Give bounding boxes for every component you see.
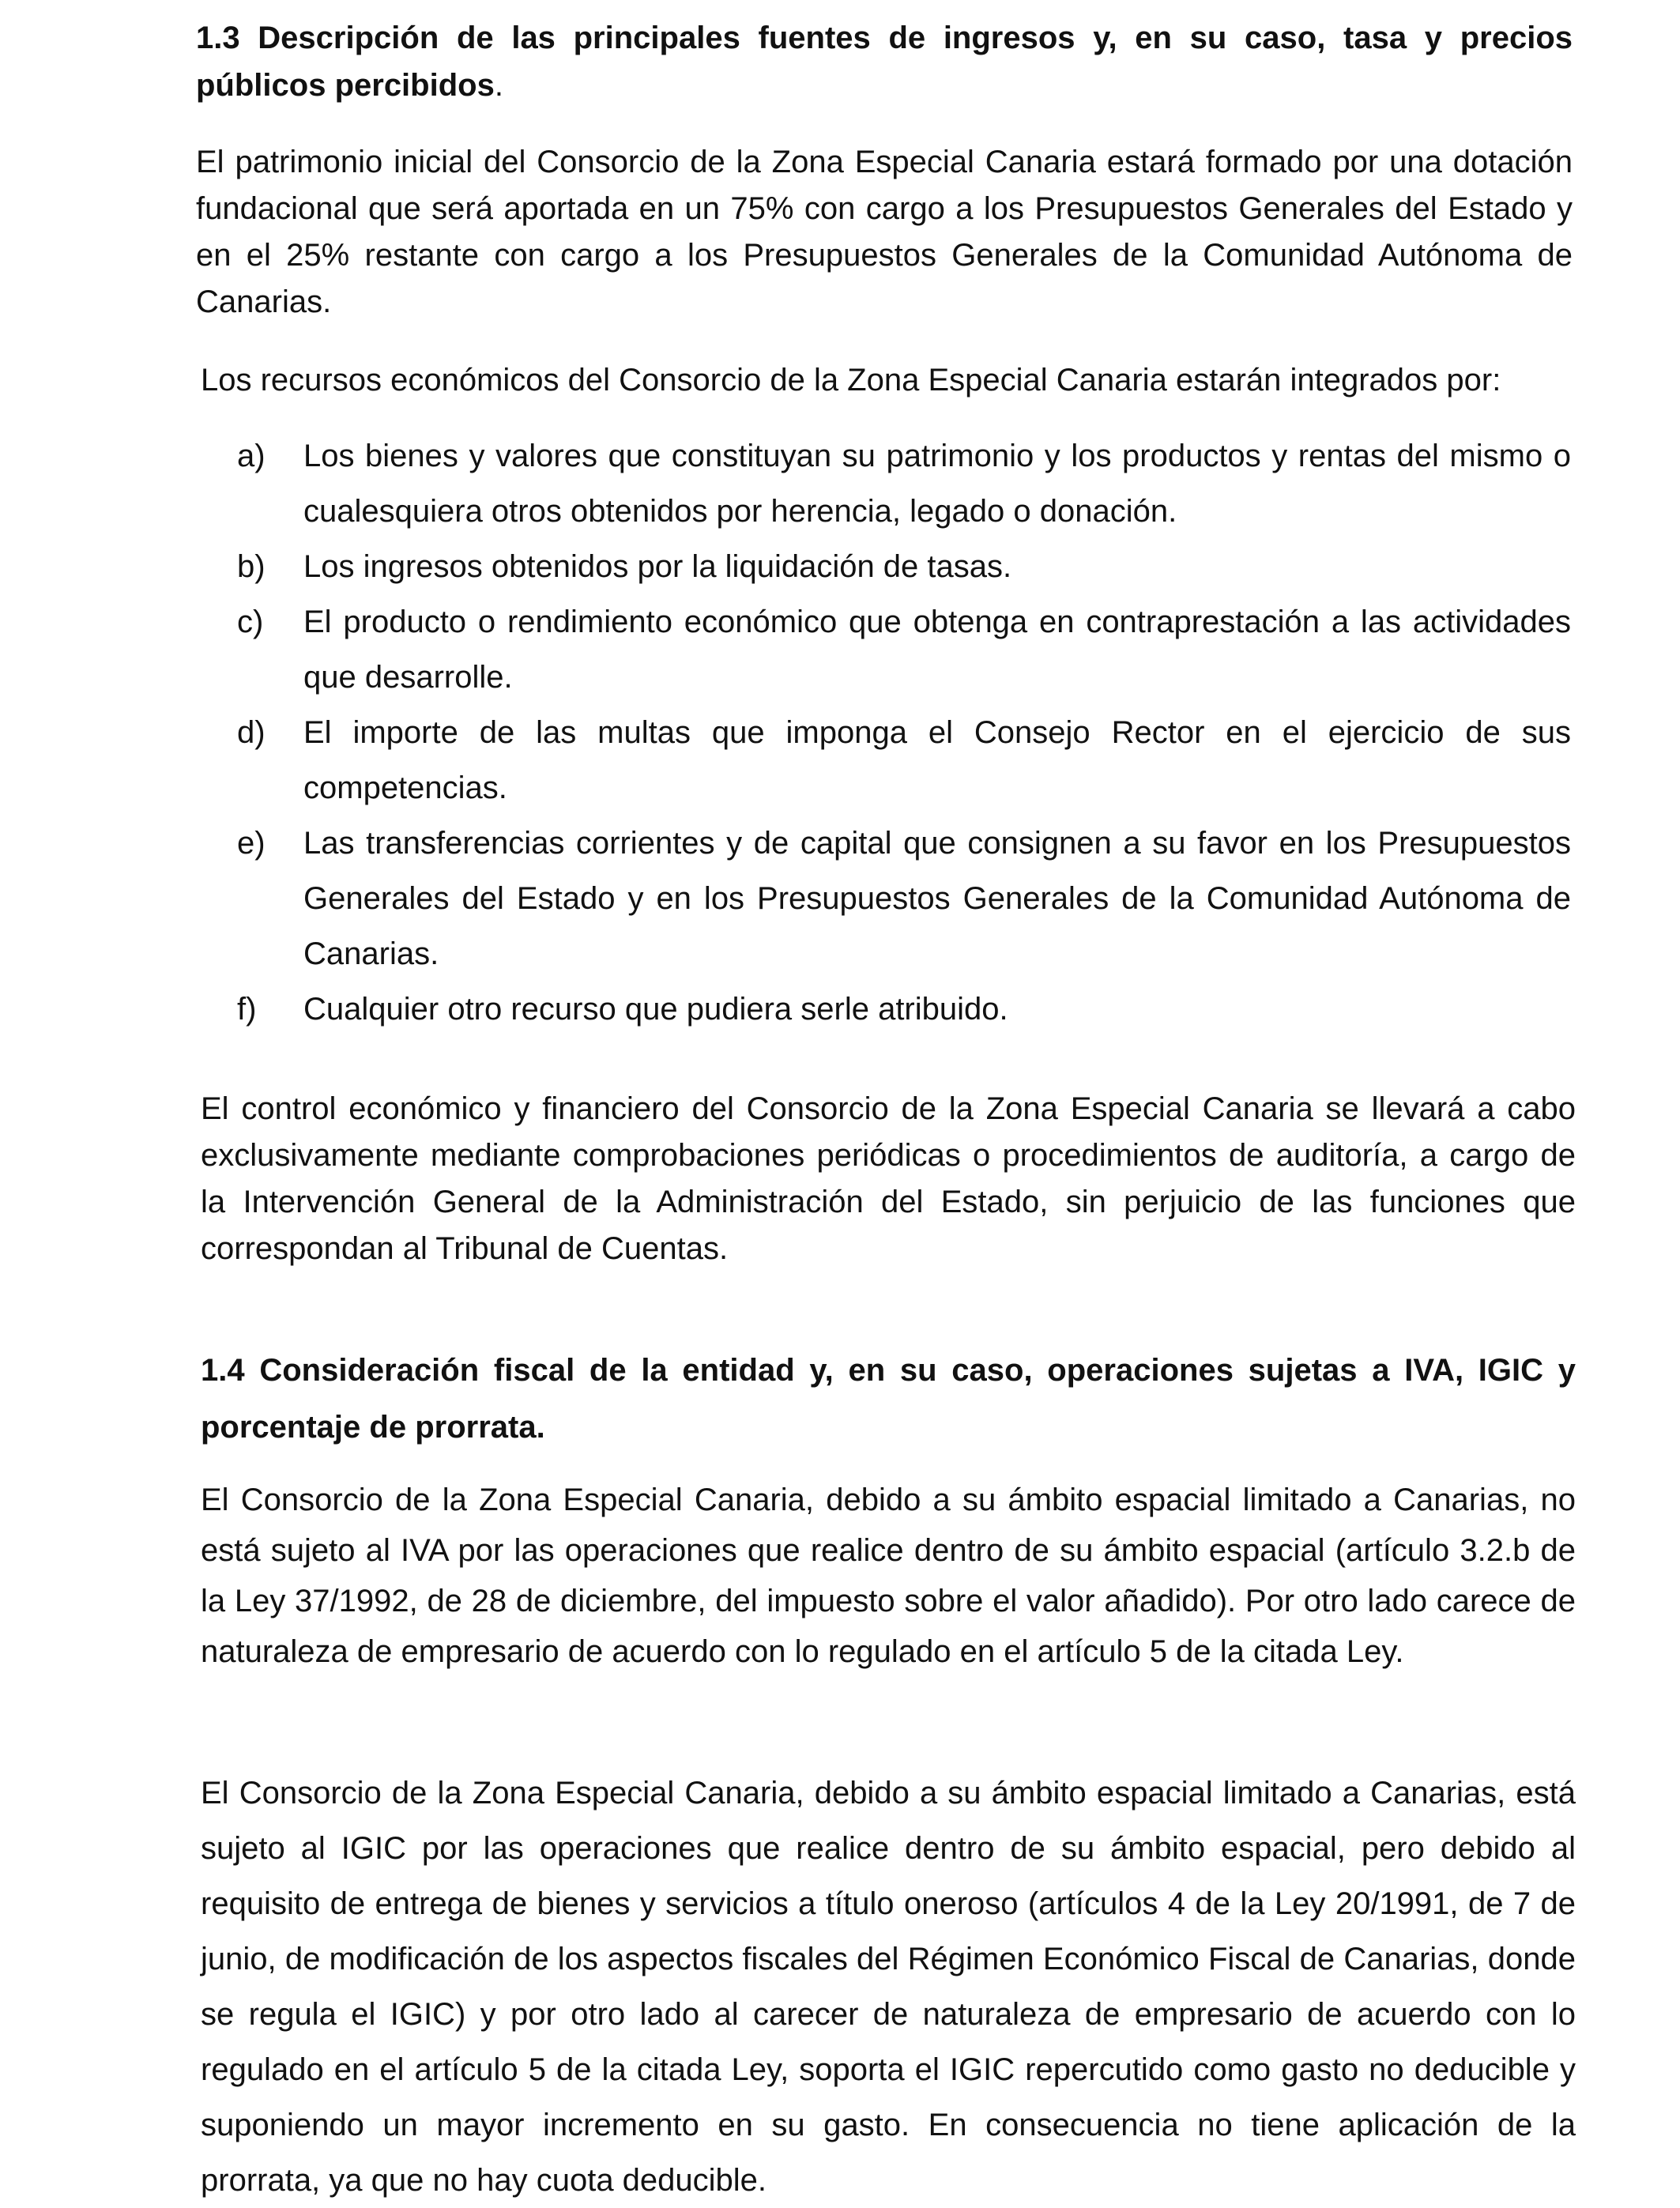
list-item-text: Cualquier otro recurso que pudiera serle atribuido. [303, 992, 1008, 1027]
list-item-text: Los bienes y valores que constituyan su patrimonio y los productos y rentas del mismo o cualesquiera otros obtenidos por herencia, legado o donación. [303, 439, 1571, 529]
section-1-3-paragraph-3: El control económico y financiero del Consorcio de la Zona Especial Canaria se llevará a cabo exclusivamente mediante comprobaciones periódicas o procedimientos de auditoría, a cargo de la Intervención General de la Administración del Estado, sin perjuicio de las funciones que correspondan al Tribunal de Cuentas. [201, 1091, 1576, 1266]
section-1-4-paragraph-1: El Consorcio de la Zona Especial Canaria, debido a su ámbito espacial limitado a Canarias, no está sujeto al IVA por las operaciones que realice dentro de su ámbito espacial (artículo 3.2.b de la Ley 37/1992, de 28 de diciembre, del impuesto sobre el valor añadido). Por otro lado carece de naturaleza de empresario de acuerdo con lo regulado en el artículo 5 de la citada Ley. [201, 1483, 1576, 1669]
list-item-marker: a) [237, 439, 266, 473]
list-item-marker: b) [237, 549, 266, 584]
section-1-3-paragraph-2: Los recursos económicos del Consorcio de la Zona Especial Canaria estarán integrados por: [201, 363, 1501, 398]
list-item-marker: d) [237, 715, 266, 750]
resources-list [237, 428, 1571, 1037]
section-1-3-paragraph-1: El patrimonio inicial del Consorcio de la Zona Especial Canaria estará formado por una dotación fundacional que será aportada en un 75% con cargo a los Presupuestos Generales del Estado y en el 25% restante con cargo a los Presupuestos Generales de la Comunidad Autónoma de Canarias. [196, 145, 1573, 319]
list-item-marker: c) [237, 605, 264, 639]
section-1-3-heading [196, 14, 1573, 109]
list-item [237, 539, 1571, 594]
list-item-text: El producto o rendimiento económico que obtenga en contraprestación a las actividades que desarrolle. [303, 605, 1571, 695]
list-item-marker: f) [237, 992, 257, 1027]
list-item [237, 816, 1571, 982]
list-item-text: Las transferencias corrientes y de capital que consignen a su favor en los Presupuestos Generales del Estado y en los Presupuestos Generales de la Comunidad Autónoma de Canarias. [303, 826, 1571, 971]
section-1-4-heading: 1.4 Consideración fiscal de la entidad y, en su caso, operaciones sujetas a IVA, IGIC y porcentaje de prorrata. [201, 1353, 1576, 1445]
list-item-marker: e) [237, 826, 266, 861]
list-item [237, 982, 1571, 1037]
section-1-4-paragraph-2: El Consorcio de la Zona Especial Canaria, debido a su ámbito espacial limitado a Canarias, está sujeto al IGIC por las operaciones que realice dentro de su ámbito espacial, pero debido al requisito de entrega de bienes y servicios a título oneroso (artículos 4 de la Ley 20/1991, de 7 de junio, de modificación de los aspectos fiscales del Régimen Económico Fiscal de Canarias, donde se regula el IGIC) y por otro lado al carecer de naturaleza de empresario de acuerdo con lo regulado en el artículo 5 de la citada Ley, soporta el IGIC repercutido como gasto no deducible y suponiendo un mayor incremento en su gasto. En consecuencia no tiene aplicación de la prorrata, ya que no hay cuota deducible. [201, 1776, 1576, 2198]
list-item [237, 705, 1571, 816]
list-item-text: Los ingresos obtenidos por la liquidación de tasas. [303, 549, 1012, 584]
list-item [237, 428, 1571, 539]
section-1-3-heading-text: 1.3 Descripción de las principales fuentes de ingresos y, en su caso, tasa y precios públicos percibidos [196, 21, 1573, 103]
section-1-3-heading-end: . [494, 68, 503, 103]
list-item-text: El importe de las multas que imponga el Consejo Rector en el ejercicio de sus competencias. [303, 715, 1571, 805]
list-item [237, 594, 1571, 705]
